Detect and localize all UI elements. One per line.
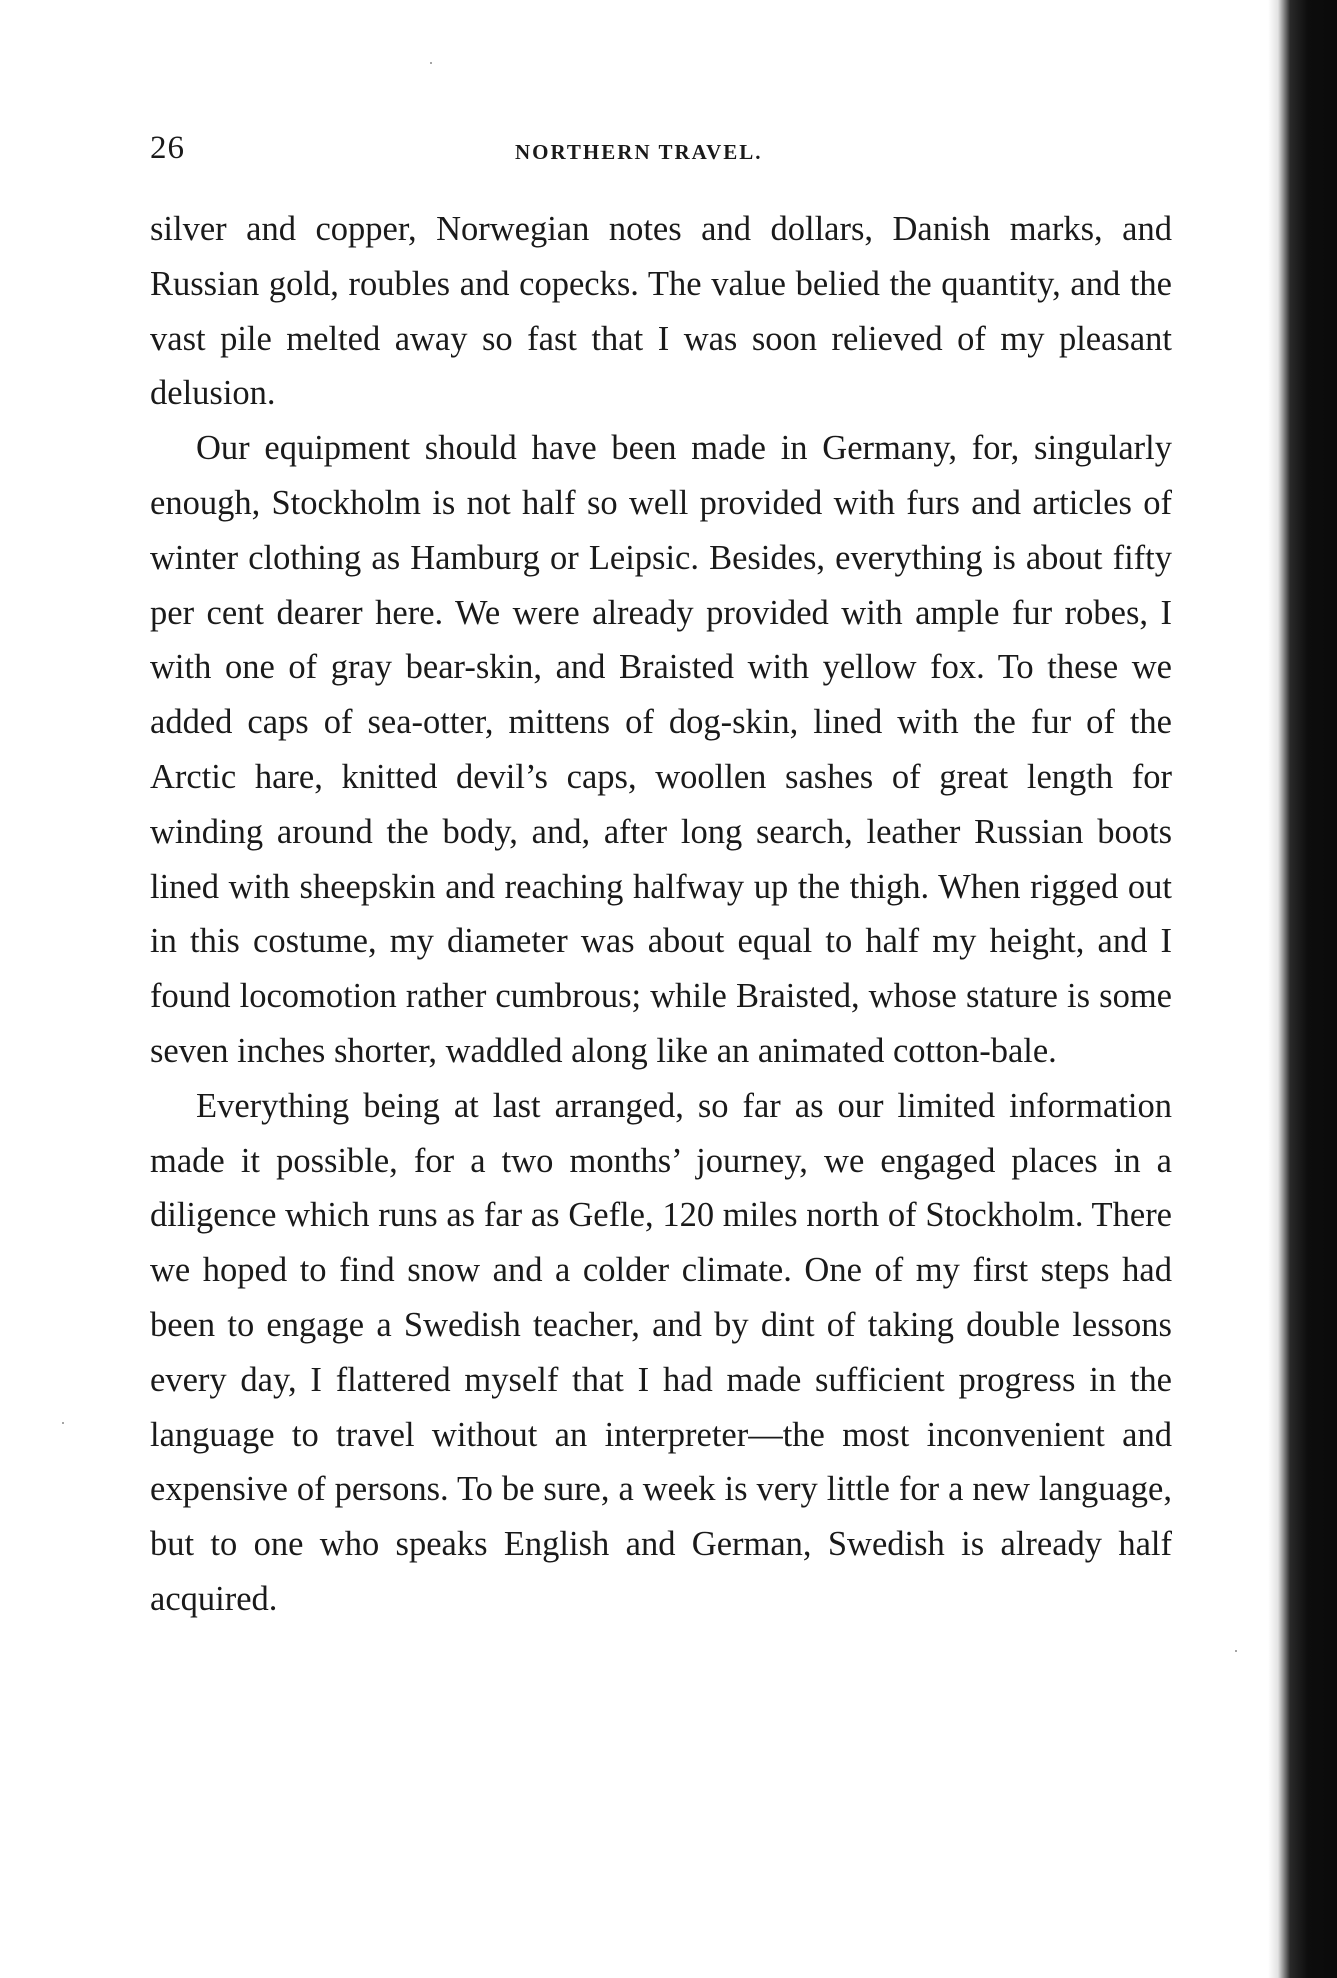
paper-speck <box>1235 1650 1237 1652</box>
page-header <box>150 130 1172 180</box>
page-number: 26 <box>150 130 185 166</box>
paper-speck <box>430 62 432 64</box>
paragraph-2: Our equipment should have been made in Germany, for, singularly enough, Stockholm is not half so well provided with furs and articles of winter clothing as Hamburg or Leipsic. Besides, everything is about fifty per cent dearer here. We were already provided with ample fur robes, I with one of gray bear-skin, and Braisted with yellow fox. To these we added caps of sea-otter, mittens of dog-skin, lined with the fur of the Arctic hare, knitted devil’s caps, woollen sashes of great length for winding around the body, and, after long search, leather Russian boots lined with sheepskin and reaching halfway up the thigh. When rigged out in this costume, my diameter was about equal to half my height, and I found locomotion rather cumbrous; while Braisted, whose stature is some seven inches shorter, waddled along like an animated cotton-bale. <box>150 429 1172 1070</box>
paper-speck <box>62 1422 64 1424</box>
body-text <box>150 202 1172 1627</box>
paragraph-3: Everything being at last arranged, so far as our limited information made it possible, for a two months’ journey, we engaged places in a diligence which runs as far as Gefle, 120 miles north of Stockholm. There we hoped to find snow and a colder climate. One of my first steps had been to engage a Swedish teacher, and by dint of taking double lessons every day, I flattered myself that I had made sufficient progress in the language to travel without an interpreter—the most inconvenient and expensive of persons. To be sure, a week is very little for a new language, but to one who speaks English and German, Swedish is already half acquired. <box>150 1086 1172 1618</box>
running-head: NORTHERN TRAVEL. <box>515 140 763 164</box>
binding-shadow <box>1268 0 1337 1978</box>
paragraph-1: silver and copper, Norwegian notes and dollars, Danish marks, and Russian gold, roubles and copecks. The value belied the quantity, and the vast pile melted away so fast that I was soon relieved of my pleasant delusion. <box>150 210 1172 413</box>
